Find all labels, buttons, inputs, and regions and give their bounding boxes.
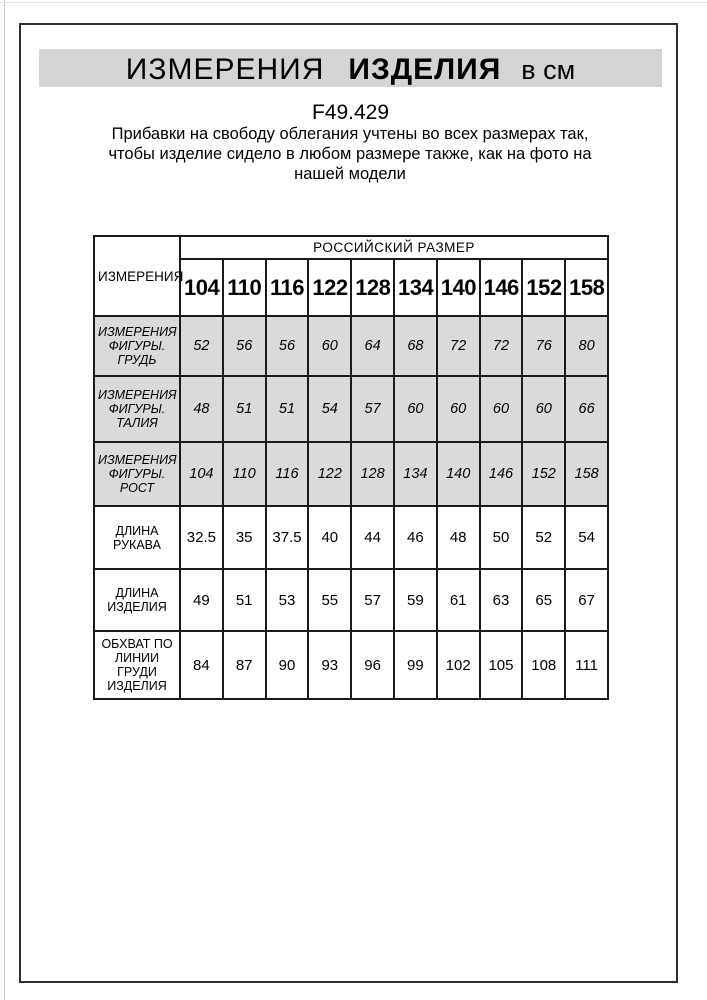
value-cell: 32.5 (180, 506, 223, 569)
value-cell: 52 (180, 316, 223, 376)
size-header-cell: 158 (565, 259, 608, 316)
size-header-cell: 146 (480, 259, 523, 316)
value-cell: 51 (223, 569, 266, 631)
table-row (94, 376, 608, 442)
value-cell: 146 (480, 442, 523, 506)
value-cell: 46 (394, 506, 437, 569)
measurements-header-cell: ИЗМЕРЕНИЯ (94, 236, 180, 316)
value-cell: 158 (565, 442, 608, 506)
russian-size-header-cell: РОССИЙСКИЙ РАЗМЕР (180, 236, 608, 259)
page-title-unit: в см (521, 55, 576, 85)
table-row (94, 631, 608, 699)
page-frame (19, 23, 678, 983)
value-cell: 63 (480, 569, 523, 631)
value-cell: 105 (480, 631, 523, 699)
page-title-measurements: ИЗМЕРЕНИЯ (125, 53, 325, 86)
value-cell: 60 (480, 376, 523, 442)
value-cell: 66 (565, 376, 608, 442)
value-cell: 93 (308, 631, 351, 699)
row-label: ОБХВАТ ПО ЛИНИИ ГРУДИ ИЗДЕЛИЯ (94, 631, 180, 699)
size-header-cell: 122 (308, 259, 351, 316)
value-cell: 60 (437, 376, 480, 442)
value-cell: 110 (223, 442, 266, 506)
table-row (94, 316, 608, 376)
value-cell: 108 (522, 631, 565, 699)
size-header-cell: 110 (223, 259, 266, 316)
row-label: ИЗМЕРЕНИЯ ФИГУРЫ. ТАЛИЯ (94, 376, 180, 442)
title-banner (39, 49, 662, 87)
size-table (93, 235, 609, 700)
value-cell: 54 (565, 506, 608, 569)
value-cell: 40 (308, 506, 351, 569)
size-header-cell: 128 (351, 259, 394, 316)
size-header-cell: 152 (522, 259, 565, 316)
value-cell: 51 (266, 376, 309, 442)
value-cell: 140 (437, 442, 480, 506)
value-cell: 99 (394, 631, 437, 699)
value-cell: 116 (266, 442, 309, 506)
size-header-cell: 116 (266, 259, 309, 316)
size-header-cell: 104 (180, 259, 223, 316)
size-table-wrap (93, 235, 609, 700)
value-cell: 67 (565, 569, 608, 631)
size-header-cell: 134 (394, 259, 437, 316)
value-cell: 122 (308, 442, 351, 506)
value-cell: 55 (308, 569, 351, 631)
table-row (94, 569, 608, 631)
size-header-cell: 140 (437, 259, 480, 316)
value-cell: 72 (480, 316, 523, 376)
value-cell: 59 (394, 569, 437, 631)
value-cell: 56 (223, 316, 266, 376)
value-cell: 60 (522, 376, 565, 442)
value-cell: 57 (351, 569, 394, 631)
value-cell: 84 (180, 631, 223, 699)
value-cell: 52 (522, 506, 565, 569)
table-row (94, 442, 608, 506)
value-cell: 80 (565, 316, 608, 376)
value-cell: 60 (394, 376, 437, 442)
value-cell: 51 (223, 376, 266, 442)
value-cell: 48 (180, 376, 223, 442)
value-cell: 61 (437, 569, 480, 631)
row-label: ДЛИНА ИЗДЕЛИЯ (94, 569, 180, 631)
page-edge-artifact-top (0, 2, 707, 3)
row-label: ИЗМЕРЕНИЯ ФИГУРЫ. РОСТ (94, 442, 180, 506)
page-title-product: ИЗДЕЛИЯ (348, 53, 502, 86)
value-cell: 96 (351, 631, 394, 699)
value-cell: 87 (223, 631, 266, 699)
value-cell: 44 (351, 506, 394, 569)
row-label: ДЛИНА РУКАВА (94, 506, 180, 569)
value-cell: 57 (351, 376, 394, 442)
value-cell: 48 (437, 506, 480, 569)
value-cell: 35 (223, 506, 266, 569)
value-cell: 54 (308, 376, 351, 442)
article-code: F49.429 (311, 101, 390, 124)
value-cell: 37.5 (266, 506, 309, 569)
value-cell: 49 (180, 569, 223, 631)
value-cell: 76 (522, 316, 565, 376)
fit-note: Прибавки на свободу облегания учтены во всех размерах так, чтобы изделие сидело в любом размере также, как на фото на нашей модели (108, 125, 592, 183)
value-cell: 90 (266, 631, 309, 699)
value-cell: 53 (266, 569, 309, 631)
value-cell: 50 (480, 506, 523, 569)
row-label: ИЗМЕРЕНИЯ ФИГУРЫ. ГРУДЬ (94, 316, 180, 376)
value-cell: 102 (437, 631, 480, 699)
table-header-row (94, 236, 608, 259)
value-cell: 152 (522, 442, 565, 506)
value-cell: 65 (522, 569, 565, 631)
table-row (94, 506, 608, 569)
value-cell: 134 (394, 442, 437, 506)
value-cell: 111 (565, 631, 608, 699)
value-cell: 128 (351, 442, 394, 506)
value-cell: 56 (266, 316, 309, 376)
value-cell: 72 (437, 316, 480, 376)
page-edge-artifact-left (4, 0, 5, 1000)
value-cell: 68 (394, 316, 437, 376)
value-cell: 104 (180, 442, 223, 506)
value-cell: 60 (308, 316, 351, 376)
value-cell: 64 (351, 316, 394, 376)
